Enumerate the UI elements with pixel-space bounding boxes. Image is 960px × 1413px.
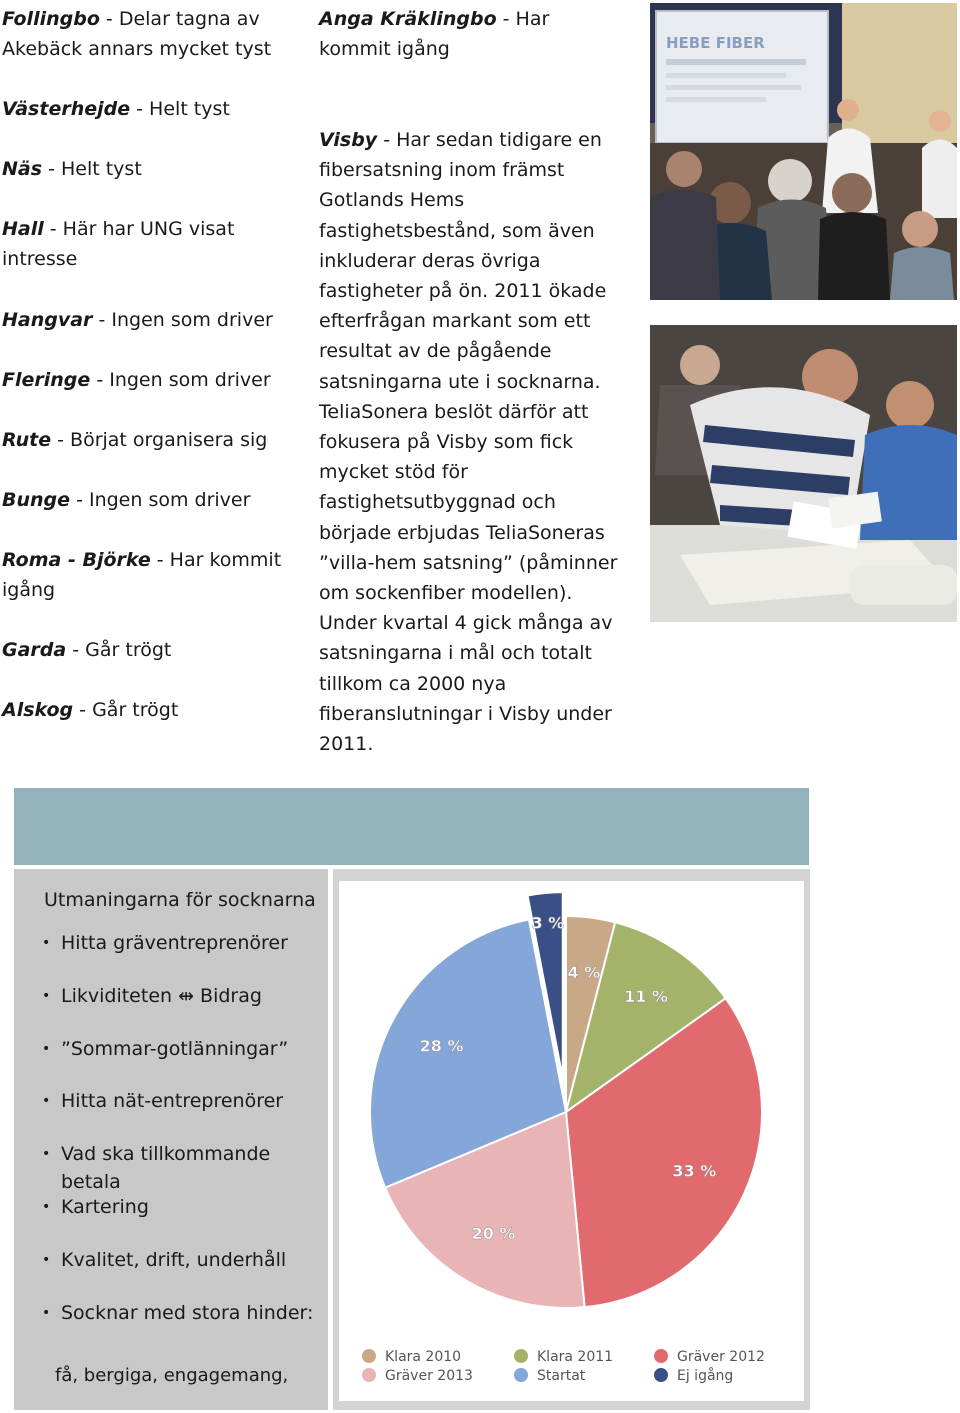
legend-swatch <box>654 1368 668 1382</box>
legend-label: Ej igång <box>677 1368 734 1384</box>
list-item: • Socknar med stora hinder: <box>42 1299 328 1352</box>
legend-label: Klara 2010 <box>385 1349 462 1365</box>
screen-title: HEBE FIBER <box>666 34 765 52</box>
section-header-band <box>14 788 809 865</box>
pie-value-label: 28 % <box>419 1036 464 1056</box>
legend-swatch <box>514 1368 528 1382</box>
legend-label: Startat <box>537 1368 586 1384</box>
pie-value-label: 11 % <box>624 986 668 1006</box>
legend-swatch <box>362 1349 376 1363</box>
challenges-title: Utmaningarna för socknarna <box>44 889 316 911</box>
meeting-presentation-photo <box>650 3 957 300</box>
legend-label: Gräver 2012 <box>677 1349 765 1365</box>
list-item: • Kvalitet, drift, underhåll <box>42 1246 328 1299</box>
parish-entry: Västerhejde - Helt tyst <box>2 98 230 120</box>
challenges-tail-text: få, bergiga, engagemang, <box>55 1365 289 1386</box>
parish-entry: Näs - Helt tyst <box>2 158 142 180</box>
parish-entry: Rute - Börjat organisera sig <box>2 429 268 451</box>
anga-entry: Anga Kräklingbo - Har kommit igång <box>319 8 550 61</box>
list-item: • Vad ska tillkommande betala <box>42 1140 328 1193</box>
pie-value-label: 33 % <box>672 1161 717 1181</box>
pie-value-label: 3 % <box>531 913 565 933</box>
pie-chart <box>339 881 804 1401</box>
parish-entry: Follingbo - Delar tagna av Akebäck annars mycket tyst <box>2 8 272 60</box>
parish-entry: Alskog - Går trögt <box>2 699 179 721</box>
legend-swatch <box>362 1368 376 1382</box>
challenges-list <box>42 929 328 1351</box>
middle-column <box>319 4 619 759</box>
legend-swatch <box>514 1349 528 1363</box>
list-item: • ”Sommar-gotlänningar” <box>42 1035 328 1088</box>
list-item: • Hitta gräventreprenörer <box>42 929 328 982</box>
legend-swatch <box>654 1349 668 1363</box>
list-item: • Kartering <box>42 1193 328 1246</box>
parish-status-list <box>2 4 302 725</box>
legend-label: Gräver 2013 <box>385 1368 473 1384</box>
parish-entry: Garda - Går trögt <box>2 639 172 661</box>
pie-value-label: 20 % <box>471 1224 516 1244</box>
parish-entry: Hall - Här har UNG visat intresse <box>2 218 235 270</box>
pie-chart-area <box>339 881 804 1401</box>
pie-chart-frame <box>333 869 810 1410</box>
list-item: • Hitta nät-entreprenörer <box>42 1087 328 1140</box>
legend-label: Klara 2011 <box>537 1349 614 1365</box>
people-studying-maps-photo <box>650 325 957 622</box>
challenges-panel <box>14 869 328 1410</box>
parish-entry: Bunge - Ingen som driver <box>2 489 251 511</box>
parish-entry: Hangvar - Ingen som driver <box>2 309 273 331</box>
parish-entry: Roma - Björke - Har kommit igång <box>2 549 282 601</box>
pie-value-label: 4 % <box>567 963 601 983</box>
parish-entry: Fleringe - Ingen som driver <box>2 369 271 391</box>
list-item: • Likviditeten ⇹ Bidrag <box>42 982 328 1035</box>
visby-paragraph: Visby - Har sedan tidigare en fibersatsning inom främst Gotlands Hems fastighetsbestånd, som även inkluderar deras övriga fastigheter på ön. 2011 ökade efterfrågan markant som ett resultat av de pågående satsningarna ute i socknarna. TeliaSonera beslöt därför att fokusera på Visby som fick mycket stöd för fastighetsutbyggnad och började erbjudas TeliaSoneras ”villa-hem satsning” (påminner om sockenfiber modellen). Under kvartal 4 gick många av satsningarna i mål och totalt tillkom ca 2000 nya fiberanslutningar i Visby under 2011. <box>319 129 618 756</box>
